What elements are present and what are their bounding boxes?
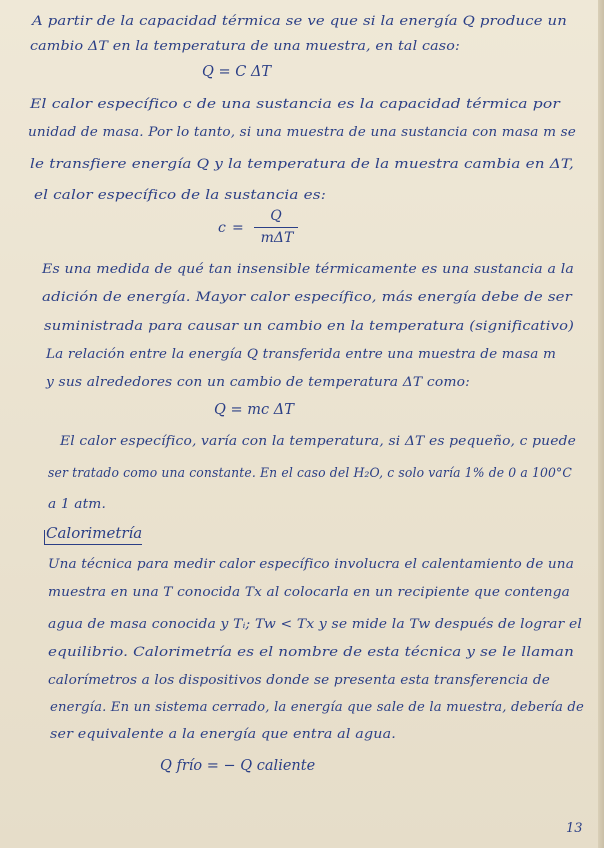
equation-equals: = [232,220,244,236]
section-heading-calorimetria: Calorimetría [46,524,142,545]
equation-heat-capacity: Q = C ΔT [202,64,272,80]
text-line: equilibrio. Calorimetría es el nombre de esta técnica y se le llaman [48,645,574,660]
text-line: El calor específico c de una sustancia es la capacidad térmica por [30,97,560,112]
text-line: energía. En un sistema cerrado, la energía que sale de la muestra, debería de [50,700,584,715]
text-line: unidad de masa. Por lo tanto, si una muestra de una sustancia con masa m se [28,125,576,140]
text-line: La relación entre la energía Q transferida entre una muestra de masa m [46,347,556,362]
text-line: ser equivalente a la energía que entra al agua. [50,727,396,742]
text-line: el calor específico de la sustancia es: [34,188,326,203]
text-line: le transfiere energía Q y la temperatura de la muestra cambia en ΔT, [30,157,574,172]
text-line: Es una medida de qué tan insensible térmicamente es una sustancia a la [42,262,574,277]
page-number: 13 [566,821,583,836]
text-line: calorímetros a los dispositivos donde se presenta esta transferencia de [48,673,550,688]
text-line: adición de energía. Mayor calor específico, más energía debe de ser [42,290,572,305]
text-line: A partir de la capacidad térmica se ve que si la energía Q produce un [32,14,567,29]
text-line: agua de masa conocida y Tᵢ; Tw < Tx y se mide la Tw después de lograr el [48,617,582,632]
text-line: y sus alrededores con un cambio de temperatura ΔT como: [46,375,470,390]
text-line: cambio ΔT en la temperatura de una muestra, en tal caso: [30,39,460,54]
text-line: Una técnica para medir calor específico involucra el calentamiento de una [48,557,574,572]
equation-heat-transfer: Q = mc ΔT [214,402,294,418]
fraction-bar [254,227,298,228]
text-line: suministrada para causar un cambio en la temperatura (significativo) [44,319,574,334]
fraction-numerator: Q [270,208,282,224]
text-line: muestra en una T conocida Tx al colocarla en un recipiente que contenga [48,585,570,600]
equation-heat-balance: Q frío = − Q caliente [160,758,316,774]
equation-lhs: c [218,220,226,236]
text-line: a 1 atm. [48,497,106,512]
page-edge [598,0,604,848]
text-line: ser tratado como una constante. En el caso del H₂O, c solo varía 1% de 0 a 100°C [48,466,572,481]
fraction-denominator: mΔT [260,230,294,246]
text-line: El calor específico, varía con la temperatura, si ΔT es pequeño, c puede [60,434,576,449]
